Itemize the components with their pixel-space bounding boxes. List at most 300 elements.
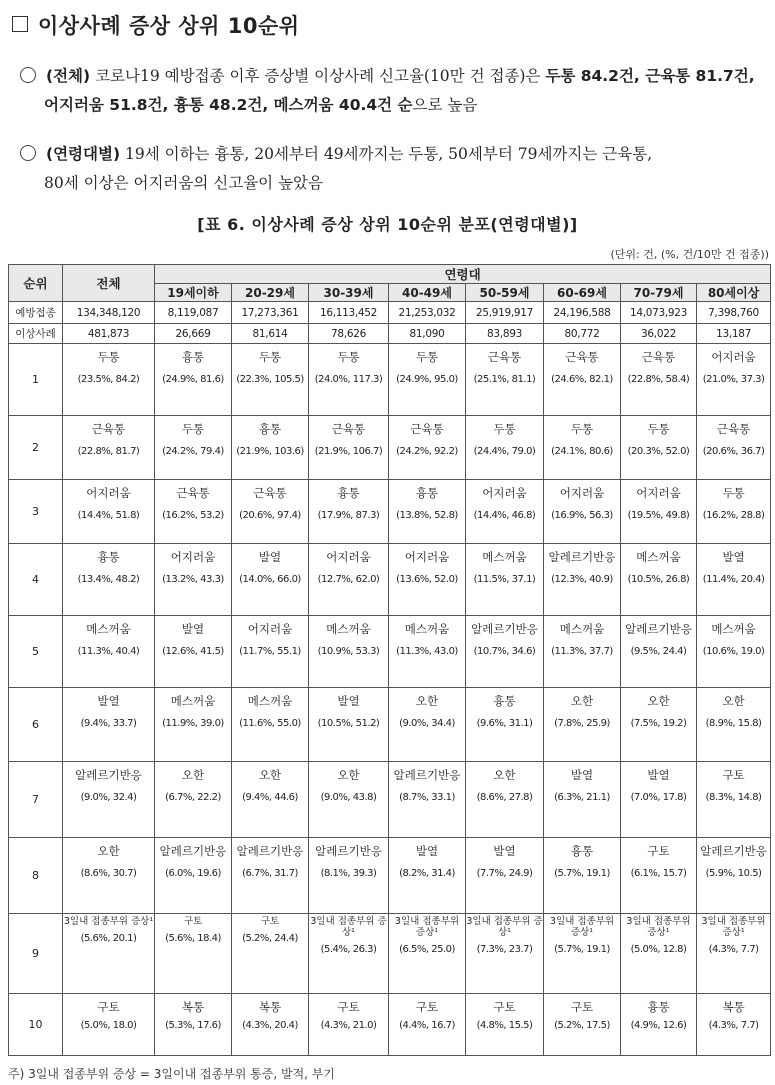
symptom-name: 발열: [570, 768, 594, 782]
section-heading: [12, 10, 300, 40]
symptom-name: 발열: [415, 844, 439, 858]
symptom-cell: [232, 762, 309, 838]
vaccination-count-value: 17,273,361: [232, 302, 309, 324]
table-row: [9, 544, 771, 616]
symptom-cell: [621, 480, 697, 544]
symptom-name: 알레르기반응: [548, 550, 616, 564]
vaccination-count-value: 16,113,452: [309, 302, 389, 324]
rank-cell: 9: [9, 914, 63, 994]
symptom-cell: [232, 544, 309, 616]
table-title: [표 6. 이상사례 증상 상위 10순위 분포(연령대별)]: [197, 215, 578, 234]
symptom-cell: [309, 994, 389, 1056]
checkbox-square-icon: [12, 16, 28, 32]
symptom-rate: (22.8%, 81.7): [77, 446, 140, 457]
symptom-name: 발열: [722, 550, 745, 564]
symptom-rate: (12.3%, 40.9): [551, 574, 613, 585]
symptom-name: 오한: [570, 694, 594, 708]
symptom-rate: (6.0%, 19.6): [165, 868, 221, 879]
symptom-cell: [309, 762, 389, 838]
symptom-name: 발열: [181, 622, 205, 636]
symptom-name: 메스꺼움: [247, 694, 293, 708]
symptom-rate: (5.4%, 26.3): [320, 944, 377, 955]
symptom-rate: (5.2%, 17.5): [554, 1020, 610, 1031]
symptom-name: 3일내 접종부위 증상¹: [63, 916, 154, 927]
symptom-name: 발열: [493, 844, 516, 858]
symptom-name: 어지러움: [636, 486, 681, 500]
symptom-name: 알레르기반응: [159, 844, 227, 858]
adverse-event-count-value: 36,022: [621, 324, 697, 344]
rank-cell: 2: [9, 416, 63, 480]
symptom-name: 근육통: [410, 422, 444, 436]
symptom-cell: [155, 994, 232, 1056]
vaccination-count-value: 25,919,917: [466, 302, 544, 324]
symptom-cell: [63, 616, 155, 688]
symptom-name: 근육통: [176, 486, 210, 500]
symptom-cell: [697, 416, 771, 480]
rank-cell: 5: [9, 616, 63, 688]
symptom-cell: [389, 838, 466, 914]
symptom-cell: [697, 762, 771, 838]
symptom-cell: [466, 544, 544, 616]
symptom-name: 발열: [258, 550, 282, 564]
symptom-cell: [389, 480, 466, 544]
symptom-name: 3일내 접종부위 증상¹: [466, 916, 543, 938]
symptom-cell: [697, 616, 771, 688]
symptom-rate: (8.1%, 39.3): [320, 868, 377, 879]
symptom-name: 메스꺼움: [636, 550, 681, 564]
paragraph-overall-text: 코로나19 예방접종 이후 증상별 이상사례 신고율(10만 건 접종)은: [90, 67, 546, 85]
symptom-rate: (9.6%, 31.1): [476, 718, 533, 729]
symptom-rate: (10.6%, 19.0): [702, 646, 765, 657]
symptom-name: 구토: [260, 916, 280, 927]
symptom-name: 메스꺼움: [86, 622, 131, 636]
paragraph-overall-highlight-2: 어지러움 51.8건, 흉통 48.2건, 메스꺼움 40.4건 순: [44, 96, 413, 114]
symptom-name: 어지러움: [404, 550, 450, 564]
symptom-cell: [621, 544, 697, 616]
symptom-name: 복통: [181, 1000, 205, 1014]
symptom-rate: (9.5%, 24.4): [630, 646, 687, 657]
symptom-name: 구토: [570, 1000, 594, 1014]
adverse-event-count-value: 81,090: [389, 324, 466, 344]
symptom-rate: (14.4%, 46.8): [473, 510, 536, 521]
symptom-name: 근육통: [641, 350, 676, 364]
table-row: [9, 480, 771, 544]
symptom-cell: [389, 344, 466, 416]
symptom-rate: (10.7%, 34.6): [473, 646, 536, 657]
symptom-rate: (8.2%, 31.4): [399, 868, 455, 879]
symptom-name: 발열: [97, 694, 120, 708]
symptom-name: 두통: [258, 350, 282, 364]
symptom-rate: (8.6%, 27.8): [476, 792, 533, 803]
symptom-cell: [309, 838, 389, 914]
symptom-cell: [697, 480, 771, 544]
symptom-name: 오한: [181, 768, 205, 782]
symptom-cell: [155, 416, 232, 480]
vaccination-count-value: 8,119,087: [155, 302, 232, 324]
symptom-cell: [697, 838, 771, 914]
symptom-name: 오한: [493, 768, 516, 782]
symptom-rate: (24.6%, 82.1): [551, 374, 613, 385]
symptom-cell: [544, 914, 621, 994]
symptom-rate: (6.7%, 31.7): [242, 868, 298, 879]
symptom-rate: (24.0%, 117.3): [314, 374, 383, 385]
symptom-cell: [621, 914, 697, 994]
symptom-rate: (5.6%, 18.4): [165, 933, 221, 944]
symptom-rate: (11.9%, 39.0): [162, 718, 224, 729]
table-row: [9, 762, 771, 838]
symptom-cell: [232, 416, 309, 480]
symptom-cell: [309, 544, 389, 616]
symptom-name: 알레르기반응: [236, 844, 304, 858]
paragraph-overall-end: 으로 높음: [412, 96, 478, 114]
symptom-rate: (11.6%, 55.0): [239, 718, 301, 729]
symptom-cell: [63, 688, 155, 762]
table-unit-note: (단위: 건, (%, 건/10만 건 접종)): [610, 248, 769, 261]
symptom-rate: (5.2%, 24.4): [242, 933, 298, 944]
header-age-1: 20-29세: [232, 284, 309, 302]
symptom-rate: (4.3%, 21.0): [320, 1020, 377, 1031]
symptom-cell: [697, 688, 771, 762]
symptom-rate: (7.8%, 25.9): [554, 718, 610, 729]
symptom-cell: [697, 994, 771, 1056]
symptom-cell: [155, 344, 232, 416]
symptom-cell: [389, 688, 466, 762]
symptom-rate: (11.3%, 43.0): [396, 646, 458, 657]
symptom-cell: [232, 480, 309, 544]
symptom-cell: [621, 416, 697, 480]
symptom-rate: (5.6%, 20.1): [80, 933, 137, 944]
symptom-rate: (17.9%, 87.3): [317, 510, 380, 521]
circle-bullet-icon: [20, 145, 36, 161]
symptom-rate: (5.7%, 19.1): [554, 868, 610, 879]
header-age-0: 19세이하: [155, 284, 232, 302]
symptom-rate: (13.6%, 52.0): [396, 574, 458, 585]
symptom-name: 흉통: [570, 844, 594, 858]
symptom-name: 구토: [97, 1000, 120, 1014]
rank-cell: 4: [9, 544, 63, 616]
symptom-rate: (19.5%, 49.8): [627, 510, 690, 521]
symptom-rate: (11.4%, 20.4): [702, 574, 765, 585]
symptom-cell: [697, 914, 771, 994]
symptom-name: 3일내 접종부위 증상¹: [394, 916, 460, 938]
header-rank: 순위: [9, 265, 63, 302]
symptom-rate: (7.3%, 23.7): [476, 944, 533, 955]
symptom-rate: (9.4%, 33.7): [80, 718, 137, 729]
symptom-rate: (7.7%, 24.9): [476, 868, 533, 879]
table-row: [9, 914, 771, 994]
symptom-name: 3일내 접종부위 증상¹: [701, 916, 766, 938]
symptom-cell: [63, 994, 155, 1056]
symptom-cell: [544, 994, 621, 1056]
symptom-name: 근육통: [331, 422, 366, 436]
symptom-cell: [389, 544, 466, 616]
symptom-name: 어지러움: [482, 486, 527, 500]
header-total: 전체: [63, 265, 155, 302]
symptom-name: 근육통: [565, 350, 599, 364]
symptom-rate: (8.7%, 33.1): [399, 792, 455, 803]
symptom-rate: (8.6%, 30.7): [80, 868, 137, 879]
symptom-rate: (8.9%, 15.8): [705, 718, 762, 729]
symptom-name: 어지러움: [170, 550, 216, 564]
symptom-name: 메스꺼움: [559, 622, 605, 636]
symptom-name: 어지러움: [559, 486, 605, 500]
symptom-cell: [544, 762, 621, 838]
symptom-cell: [466, 762, 544, 838]
paragraph-by-age-tag: (연령대별): [46, 145, 121, 163]
symptom-rate: (22.8%, 58.4): [627, 374, 690, 385]
symptom-cell: [232, 688, 309, 762]
symptom-name: 구토: [183, 916, 203, 927]
header-age-group: 연령대: [155, 265, 771, 284]
symptom-cell: [232, 914, 309, 994]
header-age-4: 50-59세: [466, 284, 544, 302]
section-heading-text: 이상사례 증상 상위 10순위: [38, 14, 300, 38]
symptom-rate: (24.4%, 79.0): [473, 446, 536, 457]
symptom-name: 흉통: [97, 550, 120, 564]
paragraph-by-age-text: 19세 이하는 흉통, 20세부터 49세까지는 두통, 50세부터 79세까지는 근육통,: [120, 145, 653, 163]
symptom-cell: [544, 616, 621, 688]
symptom-name: 알레르기반응: [75, 768, 142, 782]
symptom-cell: [309, 616, 389, 688]
symptom-name: 흉통: [647, 1000, 670, 1014]
symptom-cell: [63, 416, 155, 480]
symptom-cell: [697, 344, 771, 416]
symptom-rate: (5.0%, 12.8): [630, 944, 687, 955]
symptom-cell: [697, 544, 771, 616]
symptom-name: 복통: [258, 1000, 282, 1014]
symptom-rate: (24.9%, 95.0): [396, 374, 458, 385]
symptom-name: 발열: [337, 694, 360, 708]
table-row: [9, 688, 771, 762]
adverse-event-count-value: 83,893: [466, 324, 544, 344]
symptom-cell: [466, 344, 544, 416]
symptom-cell: [389, 994, 466, 1056]
symptom-name: 흉통: [258, 422, 282, 436]
symptom-rate: (14.4%, 51.8): [77, 510, 140, 521]
table-row: [9, 838, 771, 914]
symptom-name: 오한: [722, 694, 745, 708]
symptom-rate: (5.7%, 19.1): [554, 944, 610, 955]
footnote: 주) 3일내 접종부위 증상 = 3일이내 접종부위 통증, 발적, 부기: [8, 1067, 335, 1081]
symptom-rate: (11.3%, 37.7): [551, 646, 613, 657]
symptom-rate: (21.0%, 37.3): [702, 374, 765, 385]
symptom-cell: [63, 838, 155, 914]
symptom-name: 구토: [415, 1000, 439, 1014]
symptom-rate: (11.5%, 37.1): [473, 574, 536, 585]
symptom-name: 흉통: [181, 350, 205, 364]
symptom-cell: [155, 616, 232, 688]
header-age-6: 70-79세: [621, 284, 697, 302]
header-age-7: 80세이상: [697, 284, 771, 302]
symptom-name: 알레르기반응: [315, 844, 382, 858]
vaccination-count-value: 24,196,588: [544, 302, 621, 324]
symptom-rate: (16.2%, 53.2): [162, 510, 224, 521]
symptom-rate: (4.3%, 7.7): [708, 944, 759, 955]
symptom-rate: (10.9%, 53.3): [317, 646, 380, 657]
symptom-rate: (5.0%, 18.0): [80, 1020, 137, 1031]
symptom-name: 근육통: [716, 422, 751, 436]
symptom-rate: (25.1%, 81.1): [473, 374, 536, 385]
symptom-cell: [232, 344, 309, 416]
symptom-rate: (9.0%, 43.8): [320, 792, 377, 803]
rank-cell: 7: [9, 762, 63, 838]
symptom-rate: (4.8%, 15.5): [476, 1020, 533, 1031]
symptom-cell: [544, 544, 621, 616]
symptom-cell: [309, 480, 389, 544]
symptom-name: 메스꺼움: [711, 622, 756, 636]
symptom-cell: [155, 762, 232, 838]
symptom-name: 오한: [337, 768, 360, 782]
symptom-cell: [63, 344, 155, 416]
symptom-cell: [544, 838, 621, 914]
vaccination-count-value: 7,398,760: [697, 302, 771, 324]
symptom-cell: [544, 688, 621, 762]
symptom-rate: (4.4%, 16.7): [399, 1020, 455, 1031]
symptom-name: 흉통: [493, 694, 516, 708]
symptom-rate: (20.6%, 36.7): [702, 446, 765, 457]
symptom-name: 두통: [415, 350, 439, 364]
symptom-name: 발열: [647, 768, 670, 782]
symptom-name: 메스꺼움: [326, 622, 371, 636]
symptom-rate: (20.6%, 97.4): [239, 510, 301, 521]
symptom-name: 메스꺼움: [170, 694, 216, 708]
symptom-cell: [621, 344, 697, 416]
symptom-name: 두통: [570, 422, 594, 436]
symptom-name: 근육통: [487, 350, 522, 364]
symptom-rate: (13.2%, 43.3): [162, 574, 224, 585]
symptom-rate: (7.5%, 19.2): [630, 718, 687, 729]
symptom-name: 흉통: [415, 486, 439, 500]
symptom-cell: [155, 688, 232, 762]
symptom-rate: (4.3%, 20.4): [242, 1020, 298, 1031]
symptom-cell: [389, 416, 466, 480]
symptom-cell: [621, 994, 697, 1056]
symptom-rate: (4.3%, 7.7): [708, 1020, 759, 1031]
table-row: [9, 416, 771, 480]
symptom-cell: [389, 762, 466, 838]
symptom-cell: [63, 544, 155, 616]
adverse-event-count-value: 13,187: [697, 324, 771, 344]
symptom-cell: [63, 480, 155, 544]
symptom-name: 메스꺼움: [404, 622, 450, 636]
symptom-rate: (10.5%, 51.2): [317, 718, 380, 729]
header-age-2: 30-39세: [309, 284, 389, 302]
symptom-cell: [544, 344, 621, 416]
symptom-rate: (24.2%, 92.2): [396, 446, 458, 457]
symptom-cell: [621, 616, 697, 688]
symptom-rate: (5.3%, 17.6): [165, 1020, 221, 1031]
symptom-cell: [389, 616, 466, 688]
symptom-name: 어지러움: [86, 486, 131, 500]
table-row: [9, 994, 771, 1056]
adverse-event-count-value: 80,772: [544, 324, 621, 344]
symptom-rate: (23.5%, 84.2): [77, 374, 140, 385]
symptom-name: 두통: [97, 350, 120, 364]
symptom-cell: [309, 416, 389, 480]
symptom-cell: [621, 762, 697, 838]
symptom-name: 오한: [647, 694, 670, 708]
header-age-5: 60-69세: [544, 284, 621, 302]
symptom-name: 알레르기반응: [393, 768, 461, 782]
paragraph-by-age: [20, 140, 775, 198]
vaccination-count-value: 134,348,120: [63, 302, 155, 324]
symptom-rate: (6.5%, 25.0): [399, 944, 455, 955]
symptom-rate: (9.0%, 34.4): [399, 718, 455, 729]
symptom-rate: (11.7%, 55.1): [239, 646, 301, 657]
symptom-rate: (6.3%, 21.1): [554, 792, 610, 803]
symptom-rate: (22.3%, 105.5): [236, 374, 304, 385]
symptom-rate: (6.7%, 22.2): [165, 792, 221, 803]
symptom-name: 두통: [337, 350, 360, 364]
symptom-name: 메스꺼움: [482, 550, 527, 564]
vaccination-count-value: 21,253,032: [389, 302, 466, 324]
symptom-cell: [155, 480, 232, 544]
rank-cell: 8: [9, 838, 63, 914]
symptom-name: 알레르기반응: [471, 622, 538, 636]
symptom-name: 구토: [722, 768, 745, 782]
symptom-cell: [466, 688, 544, 762]
adverse-event-count-value: 78,626: [309, 324, 389, 344]
symptom-cell: [466, 838, 544, 914]
rank-cell: 3: [9, 480, 63, 544]
symptom-cell: [232, 616, 309, 688]
symptom-rate: (5.9%, 10.5): [705, 868, 762, 879]
symptom-cell: [621, 838, 697, 914]
vaccination-count-label: 예방접종: [9, 302, 63, 324]
paragraph-overall: [20, 62, 775, 120]
symptom-rate: (20.3%, 52.0): [627, 446, 690, 457]
symptom-name: 복통: [722, 1000, 745, 1014]
rank-cell: 10: [9, 994, 63, 1056]
symptom-cell: [309, 914, 389, 994]
symptom-rate: (21.9%, 106.7): [314, 446, 383, 457]
symptom-name: 오한: [258, 768, 282, 782]
symptom-name: 오한: [97, 844, 120, 858]
symptom-cell: [63, 914, 155, 994]
adverse-event-count-value: 481,873: [63, 324, 155, 344]
symptom-rate: (24.2%, 79.4): [162, 446, 224, 457]
symptom-rate: (11.3%, 40.4): [77, 646, 140, 657]
symptom-rate: (6.1%, 15.7): [630, 868, 687, 879]
paragraph-overall-highlight-1: 두통 84.2건, 근육통 81.7건,: [545, 67, 755, 85]
symptom-name: 어지러움: [711, 350, 756, 364]
symptom-rate: (21.9%, 103.6): [236, 446, 304, 457]
symptom-cell: [309, 344, 389, 416]
symptom-cell: [621, 688, 697, 762]
symptom-cell: [232, 838, 309, 914]
symptom-cell: [466, 616, 544, 688]
symptom-name: 구토: [337, 1000, 360, 1014]
symptom-cell: [466, 994, 544, 1056]
symptom-rate: (12.7%, 62.0): [317, 574, 380, 585]
symptom-cell: [232, 994, 309, 1056]
symptom-cell: [155, 544, 232, 616]
symptom-rate: (4.9%, 12.6): [630, 1020, 687, 1031]
symptom-cell: [466, 416, 544, 480]
symptom-rate: (12.6%, 41.5): [162, 646, 224, 657]
symptom-rank-table: [8, 264, 771, 1056]
symptom-name: 3일내 접종부위 증상¹: [310, 916, 387, 938]
symptom-name: 두통: [722, 486, 745, 500]
symptom-rate: (13.4%, 48.2): [77, 574, 140, 585]
symptom-rate: (9.4%, 44.6): [242, 792, 298, 803]
rank-cell: 1: [9, 344, 63, 416]
symptom-rate: (24.1%, 80.6): [551, 446, 613, 457]
paragraph-by-age-line2: 80세 이상은 어지러움의 신고율이 높았음: [44, 174, 324, 192]
symptom-cell: [466, 480, 544, 544]
symptom-name: 흉통: [337, 486, 360, 500]
symptom-name: 어지러움: [326, 550, 371, 564]
